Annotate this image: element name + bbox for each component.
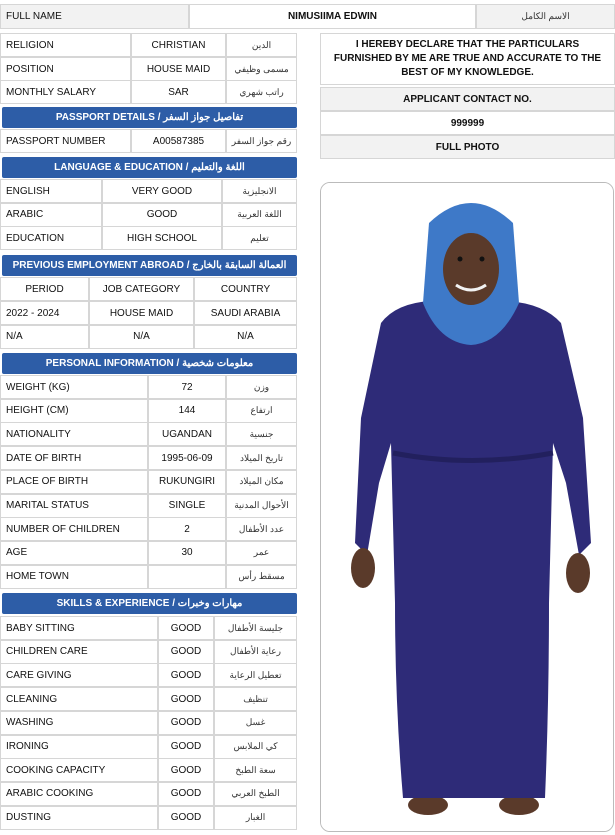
full-name-value: NIMUSIIMA EDWIN xyxy=(189,4,476,29)
personal-value: 1995-06-09 xyxy=(148,446,226,470)
info-label: RELIGION xyxy=(0,33,131,57)
info-label: POSITION xyxy=(0,57,131,81)
declaration-text: I HEREBY DECLARE THAT THE PARTICULARS FURNISHED BY ME ARE TRUE AND ACCURATE TO THE BEST OF MY KNOWLEDGE. xyxy=(320,33,615,85)
employment-cell: SAUDI ARABIA xyxy=(194,301,297,325)
personal-value: 72 xyxy=(148,375,226,399)
personal-arabic: عمر xyxy=(226,541,297,565)
info-label: MONTHLY SALARY xyxy=(0,80,131,104)
skill-arabic: رعاية الأطفال xyxy=(214,640,297,664)
info-arabic: الدين xyxy=(226,33,297,57)
personal-arabic: تاريخ الميلاد xyxy=(226,446,297,470)
full-photo-label: FULL PHOTO xyxy=(320,135,615,159)
personal-label: AGE xyxy=(0,541,148,565)
personal-arabic: الأحوال المدنية xyxy=(226,494,297,518)
skill-label: WASHING xyxy=(0,711,158,735)
personal-label: HOME TOWN xyxy=(0,565,148,589)
personal-arabic: عدد الأطفال xyxy=(226,517,297,541)
contact-value: 999999 xyxy=(320,111,615,135)
info-value: CHRISTIAN xyxy=(131,33,226,57)
personal-header: PERSONAL INFORMATION / معلومات شخصية xyxy=(2,353,297,374)
employment-cell: N/A xyxy=(0,325,89,349)
personal-arabic: مكان الميلاد xyxy=(226,470,297,494)
language-arabic: اللغة العربية xyxy=(222,203,297,227)
skills-header: SKILLS & EXPERIENCE / مهارات وخبرات xyxy=(2,593,297,614)
language-value: HIGH SCHOOL xyxy=(102,226,222,250)
full-name-label: FULL NAME xyxy=(0,4,189,29)
personal-label: WEIGHT (KG) xyxy=(0,375,148,399)
skill-label: CLEANING xyxy=(0,687,158,711)
contact-label: APPLICANT CONTACT NO. xyxy=(320,87,615,111)
skill-label: CHILDREN CARE xyxy=(0,640,158,664)
person-illustration xyxy=(321,183,614,832)
personal-value: 144 xyxy=(148,399,226,423)
passport-number-arabic: رقم جواز السفر xyxy=(226,129,297,153)
info-arabic: مسمى وظيفي xyxy=(226,57,297,81)
personal-arabic: جنسية xyxy=(226,422,297,446)
employment-cell: HOUSE MAID xyxy=(89,301,194,325)
language-label: EDUCATION xyxy=(0,226,102,250)
skill-label: DUSTING xyxy=(0,806,158,830)
employment-cell: N/A xyxy=(89,325,194,349)
passport-number-label: PASSPORT NUMBER xyxy=(0,129,131,153)
skill-value: GOOD xyxy=(158,806,214,830)
skill-value: GOOD xyxy=(158,735,214,759)
skill-value: GOOD xyxy=(158,640,214,664)
personal-value: RUKUNGIRI xyxy=(148,470,226,494)
personal-label: NATIONALITY xyxy=(0,422,148,446)
language-arabic: الانجليزية xyxy=(222,179,297,203)
info-value: SAR xyxy=(131,80,226,104)
personal-arabic: ارتفاع xyxy=(226,399,297,423)
skill-arabic: غسل xyxy=(214,711,297,735)
skill-value: GOOD xyxy=(158,663,214,687)
language-arabic: تعليم xyxy=(222,226,297,250)
skill-value: GOOD xyxy=(158,758,214,782)
full-name-arabic: الاسم الكامل xyxy=(476,4,615,29)
employment-column-header: JOB CATEGORY xyxy=(89,277,194,301)
passport-number-value: A00587385 xyxy=(131,129,226,153)
employment-column-header: PERIOD xyxy=(0,277,89,301)
info-value: HOUSE MAID xyxy=(131,57,226,81)
personal-value xyxy=(148,565,226,589)
skill-arabic: كي الملابس xyxy=(214,735,297,759)
personal-label: MARITAL STATUS xyxy=(0,494,148,518)
skill-arabic: الغبار xyxy=(214,806,297,830)
skill-arabic: تعطيل الرعاية xyxy=(214,663,297,687)
personal-label: DATE OF BIRTH xyxy=(0,446,148,470)
skill-arabic: جليسة الأطفال xyxy=(214,616,297,640)
personal-label: PLACE OF BIRTH xyxy=(0,470,148,494)
personal-value: 2 xyxy=(148,517,226,541)
skill-label: ARABIC COOKING xyxy=(0,782,158,806)
language-label: ENGLISH xyxy=(0,179,102,203)
full-photo xyxy=(320,182,614,832)
skill-value: GOOD xyxy=(158,711,214,735)
personal-label: HEIGHT (CM) xyxy=(0,399,148,423)
personal-value: UGANDAN xyxy=(148,422,226,446)
skill-value: GOOD xyxy=(158,687,214,711)
skill-label: COOKING CAPACITY xyxy=(0,758,158,782)
language-header: LANGUAGE & EDUCATION / اللغة والتعليم xyxy=(2,157,297,178)
language-label: ARABIC xyxy=(0,203,102,227)
language-value: GOOD xyxy=(102,203,222,227)
personal-label: NUMBER OF CHILDREN xyxy=(0,517,148,541)
language-value: VERY GOOD xyxy=(102,179,222,203)
personal-arabic: مسقط رأس xyxy=(226,565,297,589)
personal-value: 30 xyxy=(148,541,226,565)
employment-column-header: COUNTRY xyxy=(194,277,297,301)
skill-arabic: سعة الطبخ xyxy=(214,758,297,782)
employment-header: PREVIOUS EMPLOYMENT ABROAD / العمالة السابقة بالخارج xyxy=(2,255,297,276)
passport-header: PASSPORT DETAILS / تفاصيل جواز السفر xyxy=(2,107,297,128)
skill-value: GOOD xyxy=(158,782,214,806)
personal-value: SINGLE xyxy=(148,494,226,518)
skill-label: IRONING xyxy=(0,735,158,759)
personal-arabic: وزن xyxy=(226,375,297,399)
skill-label: BABY SITTING xyxy=(0,616,158,640)
employment-cell: N/A xyxy=(194,325,297,349)
skill-label: CARE GIVING xyxy=(0,663,158,687)
employment-cell: 2022 - 2024 xyxy=(0,301,89,325)
skill-value: GOOD xyxy=(158,616,214,640)
skill-arabic: تنظيف xyxy=(214,687,297,711)
skill-arabic: الطبخ العربي xyxy=(214,782,297,806)
info-arabic: راتب شهري xyxy=(226,80,297,104)
